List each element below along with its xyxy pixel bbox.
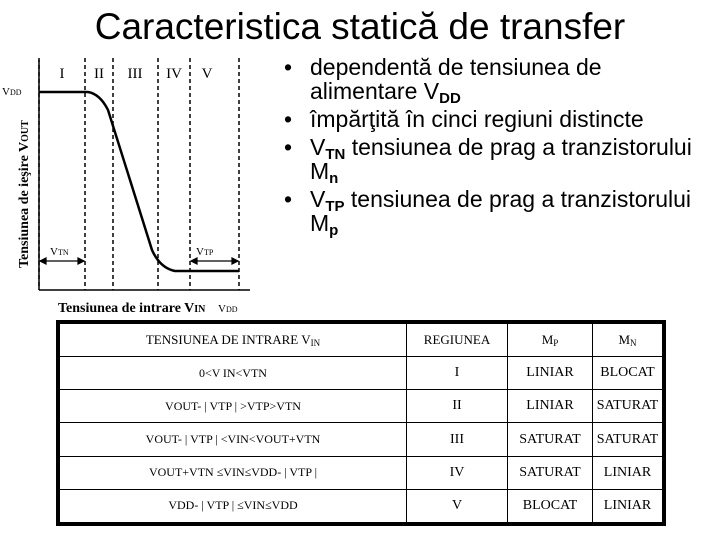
arrow-head-icon [232, 258, 238, 264]
bullet-subscript: DD [439, 90, 461, 107]
bullet-subscript: n [329, 170, 339, 187]
bullet-text: tensiunea de prag a tranzistorului M [310, 134, 692, 184]
table-cell-condition: VDD- | VTP | ≤VIN≤VDD [60, 489, 407, 522]
arrow-head-icon [191, 258, 197, 264]
column-header-mp: $M_P$ [508, 324, 593, 357]
threshold-arrows [40, 258, 238, 264]
table-row [60, 489, 663, 522]
region-label-1: I [59, 66, 65, 82]
table-row [60, 357, 663, 390]
table-cell-region: I [407, 357, 508, 390]
table-cell-mp: LINIAR [508, 390, 593, 423]
table-row [60, 456, 663, 489]
table-cell-condition: VOUT- | VTP | >VTP>VTN [60, 390, 407, 423]
table-cell-mn: LINIAR [593, 489, 663, 522]
table-cell-condition: VOUT+VTN ≤VIN≤VDD- | VTP | [60, 456, 407, 489]
arrow-head-icon [40, 258, 46, 264]
bullet-dot-icon: • [284, 106, 293, 132]
column-header-input-voltage: TENSIUNEA DE INTRARE $V_{IN}$ [60, 324, 407, 357]
table-cell-region: II [407, 390, 508, 423]
table-cell-mp: BLOCAT [508, 489, 593, 522]
table-cell-mp: SATURAT [508, 456, 593, 489]
table-cell-condition: 0<V IN<VTN [60, 357, 407, 390]
table-cell-condition: VOUT- | VTP | <VIN<VOUT+VTN [60, 423, 407, 456]
column-header-region: REGIUNEA [407, 324, 508, 357]
bullet-item [280, 134, 710, 187]
region-label-3: III [127, 66, 143, 82]
table-cell-region: V [407, 489, 508, 522]
table-cell-mn: LINIAR [593, 456, 663, 489]
bullet-subscript: TN [325, 146, 346, 163]
bullet-text: V [310, 186, 326, 212]
transfer-characteristic-graph [0, 50, 280, 320]
y-axis-label: Tensiunea de ieşire VOUT [17, 120, 32, 268]
table-cell-mp: SATURAT [508, 423, 593, 456]
bullet-dot-icon: • [284, 134, 293, 160]
bullet-item [280, 186, 710, 239]
table-cell-region: IV [407, 456, 508, 489]
bullet-subscript: TP [325, 198, 345, 215]
bullet-item [280, 107, 710, 131]
table-row [60, 390, 663, 423]
bullet-subscript: p [329, 222, 339, 239]
arrow-head-icon [78, 258, 84, 264]
region-label-4: IV [166, 66, 182, 82]
column-header-mn: $M_N$ [593, 324, 663, 357]
bullet-item [280, 54, 710, 107]
bullet-text: împărţită în cinci regiuni distincte [310, 106, 644, 132]
table-row [60, 423, 663, 456]
operating-regions-table [56, 320, 666, 526]
bullet-dot-icon: • [284, 186, 293, 212]
bullet-list [280, 55, 710, 239]
x-axis-label: Tensiunea de intrare VIN [58, 301, 206, 316]
table-cell-mn: BLOCAT [593, 357, 663, 390]
vdd-x-label: VDD [218, 303, 238, 315]
vdd-y-label: VDD [2, 86, 22, 98]
region-label-2: II [94, 66, 104, 82]
transfer-curve [39, 92, 239, 271]
axes [39, 60, 250, 290]
region-label-5: V [201, 66, 213, 82]
slide-title: Caracteristica statică de transfer [94, 6, 626, 47]
table-cell-mn: SATURAT [593, 423, 663, 456]
bullet-text: V [310, 134, 326, 160]
table-cell-mp: LINIAR [508, 357, 593, 390]
table-cell-region: III [407, 423, 508, 456]
vtn-label: VTN [50, 246, 69, 258]
bullet-text: tensiunea de prag a tranzistorului M [310, 186, 692, 236]
bullet-dot-icon: • [284, 54, 293, 80]
bullet-text: dependentă de tensiunea de alimentare V [310, 54, 602, 104]
vtp-label: VTP [196, 246, 214, 258]
table-header-row [60, 324, 663, 357]
regions-table [59, 323, 663, 523]
table-cell-mn: SATURAT [593, 390, 663, 423]
